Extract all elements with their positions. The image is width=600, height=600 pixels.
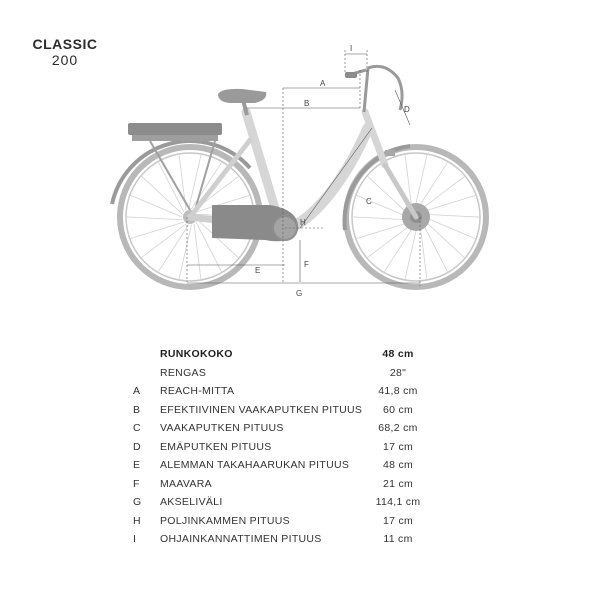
spec-row	[0, 496, 600, 514]
spec-value: 114,1 cm	[375, 496, 421, 508]
spec-letter: H	[133, 515, 141, 527]
dim-label-h: H	[300, 218, 306, 227]
spec-value: 17 cm	[382, 515, 414, 527]
wheel-spoke	[159, 162, 184, 211]
spec-label: EFEKTIIVINEN VAAKAPUTKEN PITUUS	[160, 404, 363, 416]
dim-label-d: D	[404, 105, 410, 114]
spec-value: 41,8 cm	[378, 385, 418, 397]
wheel-spoke	[405, 225, 417, 279]
frame-size-label: RUNKOKOKO	[160, 348, 233, 360]
spec-letter: B	[133, 404, 141, 416]
spec-letter: D	[133, 441, 141, 453]
spec-label: RENGAS	[160, 367, 207, 379]
spec-letter: A	[133, 385, 141, 397]
spec-letter: I	[133, 533, 137, 545]
spec-row	[0, 533, 600, 551]
wheel-spoke	[384, 225, 414, 272]
saddle	[218, 89, 266, 103]
wheel-spoke	[368, 224, 412, 258]
spec-letter: E	[133, 459, 141, 471]
wheel-spoke	[179, 225, 191, 279]
spec-label: ALEMMAN TAKAHAARUKAN PITUUS	[160, 459, 350, 471]
spec-row	[0, 478, 600, 496]
wheel-spoke	[420, 224, 427, 279]
bike-name: CLASSIC	[32, 36, 98, 52]
wheel-spoke	[194, 224, 201, 279]
spec-value: 68,2 cm	[378, 422, 418, 434]
dim-label-c: C	[366, 197, 372, 206]
wheel-spoke	[142, 224, 186, 258]
spec-label: REACH-MITTA	[160, 385, 235, 397]
spec-row	[0, 385, 600, 403]
spec-value: 48 cm	[382, 459, 414, 471]
spec-header-row	[0, 348, 600, 366]
wheel-spoke	[189, 155, 201, 209]
dim-label-g: G	[296, 289, 303, 298]
frame-size-value: 48 cm	[382, 348, 414, 360]
spec-label: AKSELIVÄLI	[160, 496, 223, 508]
wheel-spoke	[424, 214, 479, 217]
dim-label-f: F	[304, 260, 309, 269]
wheel-spoke	[422, 196, 475, 212]
wheel-spoke	[422, 222, 447, 271]
wheel-spoke	[353, 217, 408, 220]
dim-label-b: B	[304, 99, 310, 108]
spec-value: 11 cm	[383, 533, 413, 545]
dim-label-e: E	[255, 266, 261, 275]
spec-value: 28"	[389, 367, 407, 379]
dim-label-a: A	[320, 79, 326, 88]
spec-row	[0, 367, 600, 385]
spec-value: 17 cm	[382, 441, 414, 453]
spec-row	[0, 404, 600, 422]
spec-label: EMÄPUTKEN PITUUS	[160, 441, 272, 453]
wheel-spoke	[158, 225, 188, 272]
spec-letter: G	[133, 496, 142, 508]
wheel-spoke	[357, 222, 410, 238]
spec-row	[0, 459, 600, 477]
spec-value: 21 cm	[382, 478, 414, 490]
spec-label: OHJAINKANNATTIMEN PITUUS	[160, 533, 322, 545]
wheel-spoke	[417, 162, 447, 209]
spec-label: VAAKAPUTKEN PITUUS	[160, 422, 284, 434]
wheel-spoke	[420, 177, 464, 211]
dim-label-i: I	[350, 44, 353, 53]
spec-row	[0, 422, 600, 440]
spec-letter: C	[133, 422, 141, 434]
spec-row	[0, 515, 600, 533]
wheel-spoke	[127, 217, 182, 220]
wheel-spoke	[415, 155, 427, 209]
bike-model: 200	[51, 52, 79, 68]
spec-label: MAAVARA	[160, 478, 212, 490]
spec-letter: F	[133, 478, 140, 490]
spec-label: POLJINKAMMEN PITUUS	[160, 515, 290, 527]
spec-row	[0, 441, 600, 459]
spec-value: 60 cm	[382, 404, 414, 416]
wheel-spoke	[131, 222, 184, 238]
